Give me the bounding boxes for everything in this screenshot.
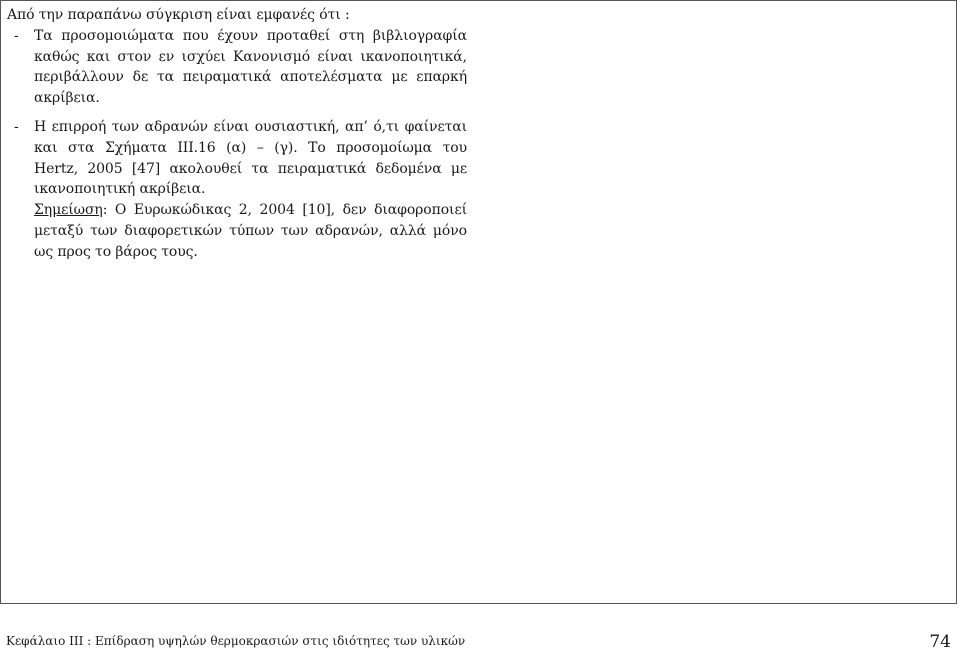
text-line: και στα Σχήματα ΙΙΙ.16 (α) – (γ). Το προσομοίωμα του bbox=[34, 139, 467, 156]
note-text: : Ο Ευρωκώδικας 2, 2004 [10], δεν διαφοροποιεί bbox=[102, 202, 467, 219]
note-label: Σημείωση bbox=[34, 202, 103, 219]
text-line: Τα προσομοιώματα που έχουν προταθεί στη βιβλιογραφία bbox=[34, 27, 467, 44]
note-line-1 bbox=[34, 200, 467, 221]
text-line: ικανοποιητική ακρίβεια. bbox=[34, 181, 206, 198]
bullet-item-2 bbox=[7, 117, 467, 200]
text-line: Η επιρροή των αδρανών είναι ουσιαστική, απ’ ό,τι φαίνεται bbox=[34, 118, 467, 135]
text-line: Hertz, 2005 [47] ακολουθεί τα πειραματικά δεδομένα με bbox=[34, 160, 467, 177]
bullet-marker: - bbox=[14, 118, 19, 135]
note-line-2: μεταξύ των διαφορετικών τύπων των αδρανών, αλλά μόνο bbox=[34, 222, 467, 239]
note-paragraph bbox=[7, 200, 467, 262]
document-body bbox=[7, 5, 467, 263]
footer-chapter-title: Κεφάλαιο ΙΙΙ : Επίδραση υψηλών θερμοκρασιών στις ιδιότητες των υλικών bbox=[6, 634, 466, 648]
text-line: ακρίβεια. bbox=[34, 90, 100, 107]
note-line-3: ως προς το βάρος τους. bbox=[34, 243, 198, 260]
text-line: καθώς και στον εν ισχύει Κανονισμό είναι ικανοποιητικά, bbox=[34, 48, 467, 65]
intro-line: Από την παραπάνω σύγκριση είναι εμφανές ότι : bbox=[7, 7, 350, 23]
page-number: 74 bbox=[929, 632, 951, 652]
bullet-marker: - bbox=[14, 27, 19, 44]
bullet-item-1 bbox=[7, 26, 467, 109]
text-line: περιβάλλουν δε τα πειραματικά αποτελέσματα με επαρκή bbox=[34, 69, 467, 86]
